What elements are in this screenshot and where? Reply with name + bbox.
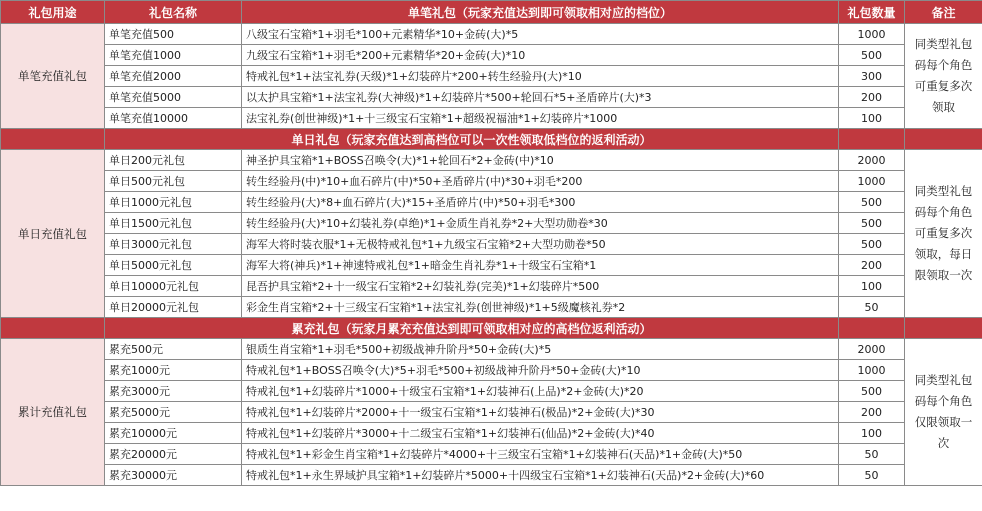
section-band-title[interactable]: 累充礼包（玩家月累充充值达到即可领取相对应的高档位返利活动）: [105, 318, 839, 339]
header-row: [1, 1, 982, 24]
header-qty[interactable]: 礼包数量: [839, 1, 905, 24]
table-row: [1, 444, 982, 465]
pack-qty-cell[interactable]: 500: [839, 234, 905, 255]
pack-content-cell[interactable]: 海军大将(神兵)*1+神速特戒礼包*1+暗金生肖礼券*1+十级宝石宝箱*1: [242, 255, 839, 276]
table-row: [1, 465, 982, 486]
pack-content-cell[interactable]: 八级宝石宝箱*1+羽毛*100+元素精华*10+金砖(大)*5: [242, 24, 839, 45]
table-row: [1, 423, 982, 444]
pack-content-cell[interactable]: 银质生肖宝箱*1+羽毛*500+初级战神升阶丹*50+金砖(大)*5: [242, 339, 839, 360]
pack-content-cell[interactable]: 转生经验丹(中)*10+血石碎片(中)*50+圣盾碎片(中)*30+羽毛*200: [242, 171, 839, 192]
pack-qty-cell[interactable]: 50: [839, 444, 905, 465]
band-fill-cell[interactable]: [839, 318, 905, 339]
pack-content-cell[interactable]: 转生经验丹(大)*10+幻装礼券(卓绝)*1+金质生肖礼券*2+大型功勋卷*30: [242, 213, 839, 234]
pack-qty-cell[interactable]: 200: [839, 255, 905, 276]
pack-name-cell[interactable]: 单日200元礼包: [105, 150, 242, 171]
table-row: [1, 66, 982, 87]
table-row: [1, 402, 982, 423]
pack-name-cell[interactable]: 单日10000元礼包: [105, 276, 242, 297]
pack-content-cell[interactable]: 海军大将时装衣服*1+无极特戒礼包*1+九级宝石宝箱*2+大型功勋卷*50: [242, 234, 839, 255]
table-row: [1, 360, 982, 381]
pack-type-cell[interactable]: 累计充值礼包: [1, 339, 105, 486]
pack-content-cell[interactable]: 特戒礼包*1+彩金生肖宝箱*1+幻装碎片*4000+十三级宝石宝箱*1+幻装神石(天品)*1+金砖(大)*50: [242, 444, 839, 465]
pack-name-cell[interactable]: 单日500元礼包: [105, 171, 242, 192]
table-row: [1, 234, 982, 255]
pack-name-cell[interactable]: 单笔充值500: [105, 24, 242, 45]
pack-name-cell[interactable]: 单日3000元礼包: [105, 234, 242, 255]
pack-qty-cell[interactable]: 500: [839, 381, 905, 402]
pack-name-cell[interactable]: 累充20000元: [105, 444, 242, 465]
table-row: [1, 255, 982, 276]
section-band-title[interactable]: 单日礼包（玩家充值达到高档位可以一次性领取低档位的返利活动）: [105, 129, 839, 150]
table-row: [1, 108, 982, 129]
section-band-row: [1, 129, 982, 150]
header-content[interactable]: 单笔礼包（玩家充值达到即可领取相对应的档位）: [242, 1, 839, 24]
table-row: [1, 87, 982, 108]
header-note[interactable]: 备注: [905, 1, 982, 24]
pack-qty-cell[interactable]: 2000: [839, 339, 905, 360]
table-row: [1, 339, 982, 360]
band-fill-cell[interactable]: [839, 129, 905, 150]
pack-qty-cell[interactable]: 1000: [839, 171, 905, 192]
pack-qty-cell[interactable]: 100: [839, 108, 905, 129]
note-cell[interactable]: 同类型礼包码每个角色仅限领取一次: [905, 339, 982, 486]
pack-name-cell[interactable]: 累充3000元: [105, 381, 242, 402]
pack-content-cell[interactable]: 特戒礼包*1+幻装碎片*3000+十二级宝石宝箱*1+幻装神石(仙品)*2+金砖(大)*40: [242, 423, 839, 444]
pack-content-cell[interactable]: 特戒礼包*1+幻装碎片*1000+十级宝石宝箱*1+幻装神石(上品)*2+金砖(大)*20: [242, 381, 839, 402]
pack-content-cell[interactable]: 转生经验丹(大)*8+血石碎片(大)*15+圣盾碎片(中)*50+羽毛*300: [242, 192, 839, 213]
pack-qty-cell[interactable]: 200: [839, 402, 905, 423]
pack-content-cell[interactable]: 神圣护具宝箱*1+BOSS召唤令(大)*1+轮回石*2+金砖(中)*10: [242, 150, 839, 171]
pack-content-cell[interactable]: 特戒礼包*1+法宝礼券(天级)*1+幻装碎片*200+转生经验丹(大)*10: [242, 66, 839, 87]
pack-qty-cell[interactable]: 1000: [839, 360, 905, 381]
pack-type-cell[interactable]: 单日充值礼包: [1, 150, 105, 318]
table-row: [1, 150, 982, 171]
pack-qty-cell[interactable]: 50: [839, 465, 905, 486]
pack-content-cell[interactable]: 以太护具宝箱*1+法宝礼券(大神级)*1+幻装碎片*500+轮回石*5+圣盾碎片(大)*3: [242, 87, 839, 108]
pack-name-cell[interactable]: 单笔充值5000: [105, 87, 242, 108]
pack-name-cell[interactable]: 单笔充值1000: [105, 45, 242, 66]
pack-name-cell[interactable]: 单日20000元礼包: [105, 297, 242, 318]
pack-qty-cell[interactable]: 1000: [839, 24, 905, 45]
pack-content-cell[interactable]: 特戒礼包*1+幻装碎片*2000+十一级宝石宝箱*1+幻装神石(极品)*2+金砖(大)*30: [242, 402, 839, 423]
pack-qty-cell[interactable]: 50: [839, 297, 905, 318]
table-row: [1, 381, 982, 402]
band-fill-cell[interactable]: [905, 129, 982, 150]
pack-qty-cell[interactable]: 200: [839, 87, 905, 108]
table-row: [1, 297, 982, 318]
pack-qty-cell[interactable]: 300: [839, 66, 905, 87]
pack-content-cell[interactable]: 特戒礼包*1+BOSS召唤令(大)*5+羽毛*500+初级战神升阶丹*50+金砖(大)*10: [242, 360, 839, 381]
header-name[interactable]: 礼包名称: [105, 1, 242, 24]
table-row: [1, 276, 982, 297]
pack-qty-cell[interactable]: 100: [839, 276, 905, 297]
pack-qty-cell[interactable]: 500: [839, 45, 905, 66]
band-fill-cell[interactable]: [905, 318, 982, 339]
pack-qty-cell[interactable]: 500: [839, 213, 905, 234]
header-type[interactable]: 礼包用途: [1, 1, 105, 24]
note-cell[interactable]: 同类型礼包码每个角色可重复多次领取，每日限领取一次: [905, 150, 982, 318]
pack-name-cell[interactable]: 累充1000元: [105, 360, 242, 381]
pack-content-cell[interactable]: 彩金生肖宝箱*2+十三级宝石宝箱*1+法宝礼券(创世神级)*1+5级魔核礼券*2: [242, 297, 839, 318]
pack-content-cell[interactable]: 法宝礼券(创世神级)*1+十三级宝石宝箱*1+超级祝福油*1+幻装碎片*1000: [242, 108, 839, 129]
pack-type-cell[interactable]: 单笔充值礼包: [1, 24, 105, 129]
table-row: [1, 45, 982, 66]
table-row: [1, 213, 982, 234]
table-row: [1, 192, 982, 213]
pack-name-cell[interactable]: 累充500元: [105, 339, 242, 360]
pack-qty-cell[interactable]: 100: [839, 423, 905, 444]
table-row: [1, 24, 982, 45]
table-body: [1, 24, 982, 486]
pack-name-cell[interactable]: 单笔充值2000: [105, 66, 242, 87]
pack-name-cell[interactable]: 单日5000元礼包: [105, 255, 242, 276]
pack-name-cell[interactable]: 累充5000元: [105, 402, 242, 423]
band-lead-cell[interactable]: [1, 318, 105, 339]
pack-name-cell[interactable]: 累充30000元: [105, 465, 242, 486]
section-band-row: [1, 318, 982, 339]
pack-name-cell[interactable]: 单笔充值10000: [105, 108, 242, 129]
band-lead-cell[interactable]: [1, 129, 105, 150]
table-row: [1, 171, 982, 192]
pack-qty-cell[interactable]: 500: [839, 192, 905, 213]
pack-qty-cell[interactable]: 2000: [839, 150, 905, 171]
pack-name-cell[interactable]: 单日1000元礼包: [105, 192, 242, 213]
pack-content-cell[interactable]: 昆吾护具宝箱*2+十一级宝石宝箱*2+幻装礼券(完美)*1+幻装碎片*500: [242, 276, 839, 297]
pack-name-cell[interactable]: 单日1500元礼包: [105, 213, 242, 234]
pack-content-cell[interactable]: 九级宝石宝箱*1+羽毛*200+元素精华*20+金砖(大)*10: [242, 45, 839, 66]
pack-content-cell[interactable]: 特戒礼包*1+永生界域护具宝箱*1+幻装碎片*5000+十四级宝石宝箱*1+幻装神石(天品)*2+金砖(大)*60: [242, 465, 839, 486]
pack-name-cell[interactable]: 累充10000元: [105, 423, 242, 444]
note-cell[interactable]: 同类型礼包码每个角色可重复多次领取: [905, 24, 982, 129]
